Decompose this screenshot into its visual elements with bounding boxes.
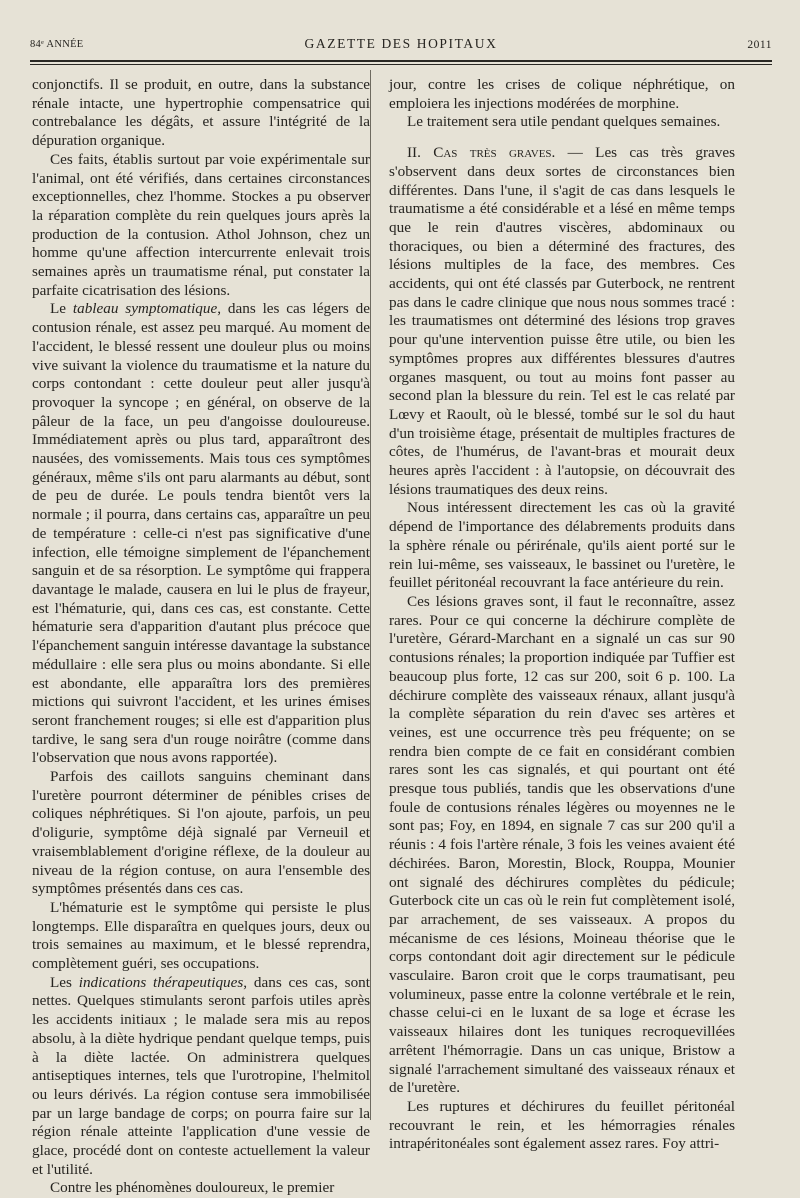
paragraph: Ces lésions graves sont, il faut le reconnaître, assez rares. Pour ce qui concerne la déchirure complète de l'uretère, Gérard-Marchant en a signalé un cas sur 90 contusions rénales; la proportion indiquée par Tuffier est beaucoup plus forte, 12 cas sur 200, soit 6 p. 100. La déchirure complète des vaisseaux rénaux, allant jusqu'à la complète séparation du rein d'avec ses artères et veines, est une occurrence très peu fréquente; on se rendra bien compte de ce fait en considérant combien rares sont les cas signalés, et qui pourtant ont été presque tous publiés, tandis que les observations d'une foule de contusions rénales légères ou moyennes ne le sont pas; Foy, en 1894, en signale 7 cas sur 200 qu'il a réunis : 4 fois l'artère rénale, 3 fois les veines avaient été déchirées. Baron, Morestin, Block, Rouppa, Mounier ont signalé des déchirures complètes du pédicule; Guterbock cite un cas où le rein fut complètement isolé, par arrachement, de ses vaisseaux. A propos du mécanisme de ces lésions, Moineau théorise que le corps contondant doit agir directement sur le pédicule vasculaire. Baron croit que le corps traumatisant, peu volumineux, passe entre la colonne vertébrale et le rein, chasse celui-ci en le luxant de sa loge et écrase les vaisseaux hilaires dont les tuniques recroquevillées arrêtent l'hémorragie. Dans un cas unique, Bristow a signalé l'arrachement simultané des vaisseaux rénaux et de l'uretère. bbox=[389, 592, 735, 1097]
paragraph: jour, contre les crises de colique néphrétique, on emploiera les injections modérées de morphine. bbox=[389, 76, 735, 112]
column-divider bbox=[370, 70, 371, 1120]
header-rule-thick bbox=[30, 60, 772, 62]
section-paragraph: II. Cas très graves. — Les cas très graves s'observent dans deux sortes de circonstances bien différentes. Dans l'une, il s'agit de cas dans lesquels le traumatisme a été considérable et a lésé en même temps que le rein d'autres viscères, abdominaux ou thoraciques, ou bien a déterminé des fractures, des lésions multiples de la face, des membres. Ces accidents, qui ont été classés par Guterbock, ne rentrent pas dans le cadre clinique que nous nous sommes tracé : les traumatismes ont déterminé des lésions trop graves pour qu'une intervention puisse être utile, ou bien les symptômes propres aux différentes blessures d'autres organes masquent, ou tout au moins font passer au second plan la blessure du rein. Tel est le cas relaté par Lœvy et Raoult, où le blessé, tombé sur le sol du haut d'un troisième étage, présentait de multiples fractures de côtes, de l'humérus, de l'avant-bras et mourait deux heures après l'accident : à l'autopsie, on découvrait des lésions traumatiques des deux reins. bbox=[389, 144, 735, 498]
page-number: 2011 bbox=[747, 39, 772, 51]
paragraph: Les ruptures et déchirures du feuillet péritonéal recouvrant le rein, et les hémorragies rénales intrapéritonéales sont également assez rares. Foy attri- bbox=[389, 1097, 735, 1153]
paragraph: Parfois des caillots sanguins cheminant dans l'uretère pourront déterminer de pénibles crises de coliques néphrétiques. Si l'on ajoute, parfois, un peu d'oligurie, symptôme déjà signalé par Verneuil et vraisemblablement d'origine réflexe, de la douleur au niveau de la région contuse, on aura l'ensemble des symptômes présentés dans ces cas. bbox=[32, 768, 370, 898]
paragraph: Contre les phénomènes douloureux, le premier bbox=[50, 1179, 335, 1197]
italic-term: indications thérapeutiques bbox=[78, 973, 244, 991]
issue-year: 84ᵉ ANNÉE bbox=[30, 39, 84, 50]
paragraph: conjonctifs. Il se produit, en outre, dans la substance rénale intacte, une hypertrophie compensatrice qui contrebalance les dégâts, et assure l'intégrité de la dépuration organique. bbox=[32, 76, 370, 150]
italic-term: tableau symptomatique bbox=[72, 300, 218, 318]
paragraph: Ces faits, établis surtout par voie expérimentale sur l'animal, ont été vérifiés, dans certaines circonstances exceptionnelles, chez l'homme. Stockes a pu observer la réparation complète du rein quelques jours après la production de la contusion. Athol Johnson, chez un homme qu'une affection intercurrente enlevait trois semaines après un traumatisme rénal, put constater la parfaite cicatrisation des lésions. bbox=[32, 150, 370, 299]
paragraph: Le traitement sera utile pendant quelques semaines. bbox=[407, 113, 721, 131]
journal-title: GAZETTE DES HOPITAUX bbox=[304, 36, 498, 51]
paragraph: Les indications thérapeutiques, dans ces cas, sont nettes. Quelques stimulants seront parfois utiles après les accidents initiaux ; le malade sera mis au repos absolu, à la diète hydrique pendant quelque temps, puis à la diète lactée. On administrera quelques antiseptiques internes, tels que l'urotropine, l'helmitol ou leurs dérivés. La région contuse sera immobilisée par un large bandage de corps; on pourra faire sur la région rénale atteinte l'application d'une vessie de glace, procédé dont on conteste actuellement la valeur et l'utilité. bbox=[32, 973, 370, 1178]
section-heading: II. Cas très graves. bbox=[407, 144, 556, 162]
paragraph: L'hématurie est le symptôme qui persiste le plus longtemps. Elle disparaîtra en quelques jours, deux ou trois semaines au maximum, et le blessé reprendra, complètement guéri, ses occupations. bbox=[32, 898, 370, 973]
page-header bbox=[30, 36, 772, 56]
paragraph: Le tableau symptomatique, dans les cas légers de contusion rénale, est assez peu marqué. Au moment de l'accident, le blessé ressent une douleur plus ou moins vive suivant la violence du traumatisme et la nature du corps contondant : cette douleur peut aller jusqu'à provoquer la syncope ; en général, on observe de la pâleur de la face, un peu d'angoisse douloureuse. Immédiatement après ou plus tard, apparaîtront des nausées, des vomissements. Mais tous ces symptômes généraux, même s'ils ont paru alarmants au début, sont de peu de durée. Le pouls tendra bientôt vers la normale ; il pourra, dans certains cas, apparaître un peu de température : celle-ci n'est pas significative d'une infection, elle témoigne simplement de l'épanchement sanguin et de sa résorption. Le symptôme qui frappera davantage le malade, causera en lui le plus de frayeur, est l'hématurie, qui, dans ces cas, est constante. Cette hématurie sera d'apparition d'autant plus précoce que l'épanchement sanguin intéresse davantage la substance médullaire : elle sera plus ou moins abondante. Si elle est abondante, elle apparaîtra lors des premières mictions qui suivront l'accident, et les urines émises seront franchement rouges; si elle est d'apparition plus tardive, le sang sera d'un rouge noirâtre (comme dans l'observation que nous avons rapportée). bbox=[32, 300, 370, 767]
paragraph: Nous intéressent directement les cas où la gravité dépend de l'importance des délabrements produits dans la sphère rénale ou périrénale, qu'ils aient porté sur le rein lui-même, ses vaisseaux, le bassinet ou l'uretère, le feuillet péritonéal recouvrant la face antérieure du rein. bbox=[389, 499, 735, 592]
right-column bbox=[389, 76, 735, 1154]
left-column bbox=[32, 76, 370, 1198]
header-rule-thin bbox=[30, 64, 772, 65]
